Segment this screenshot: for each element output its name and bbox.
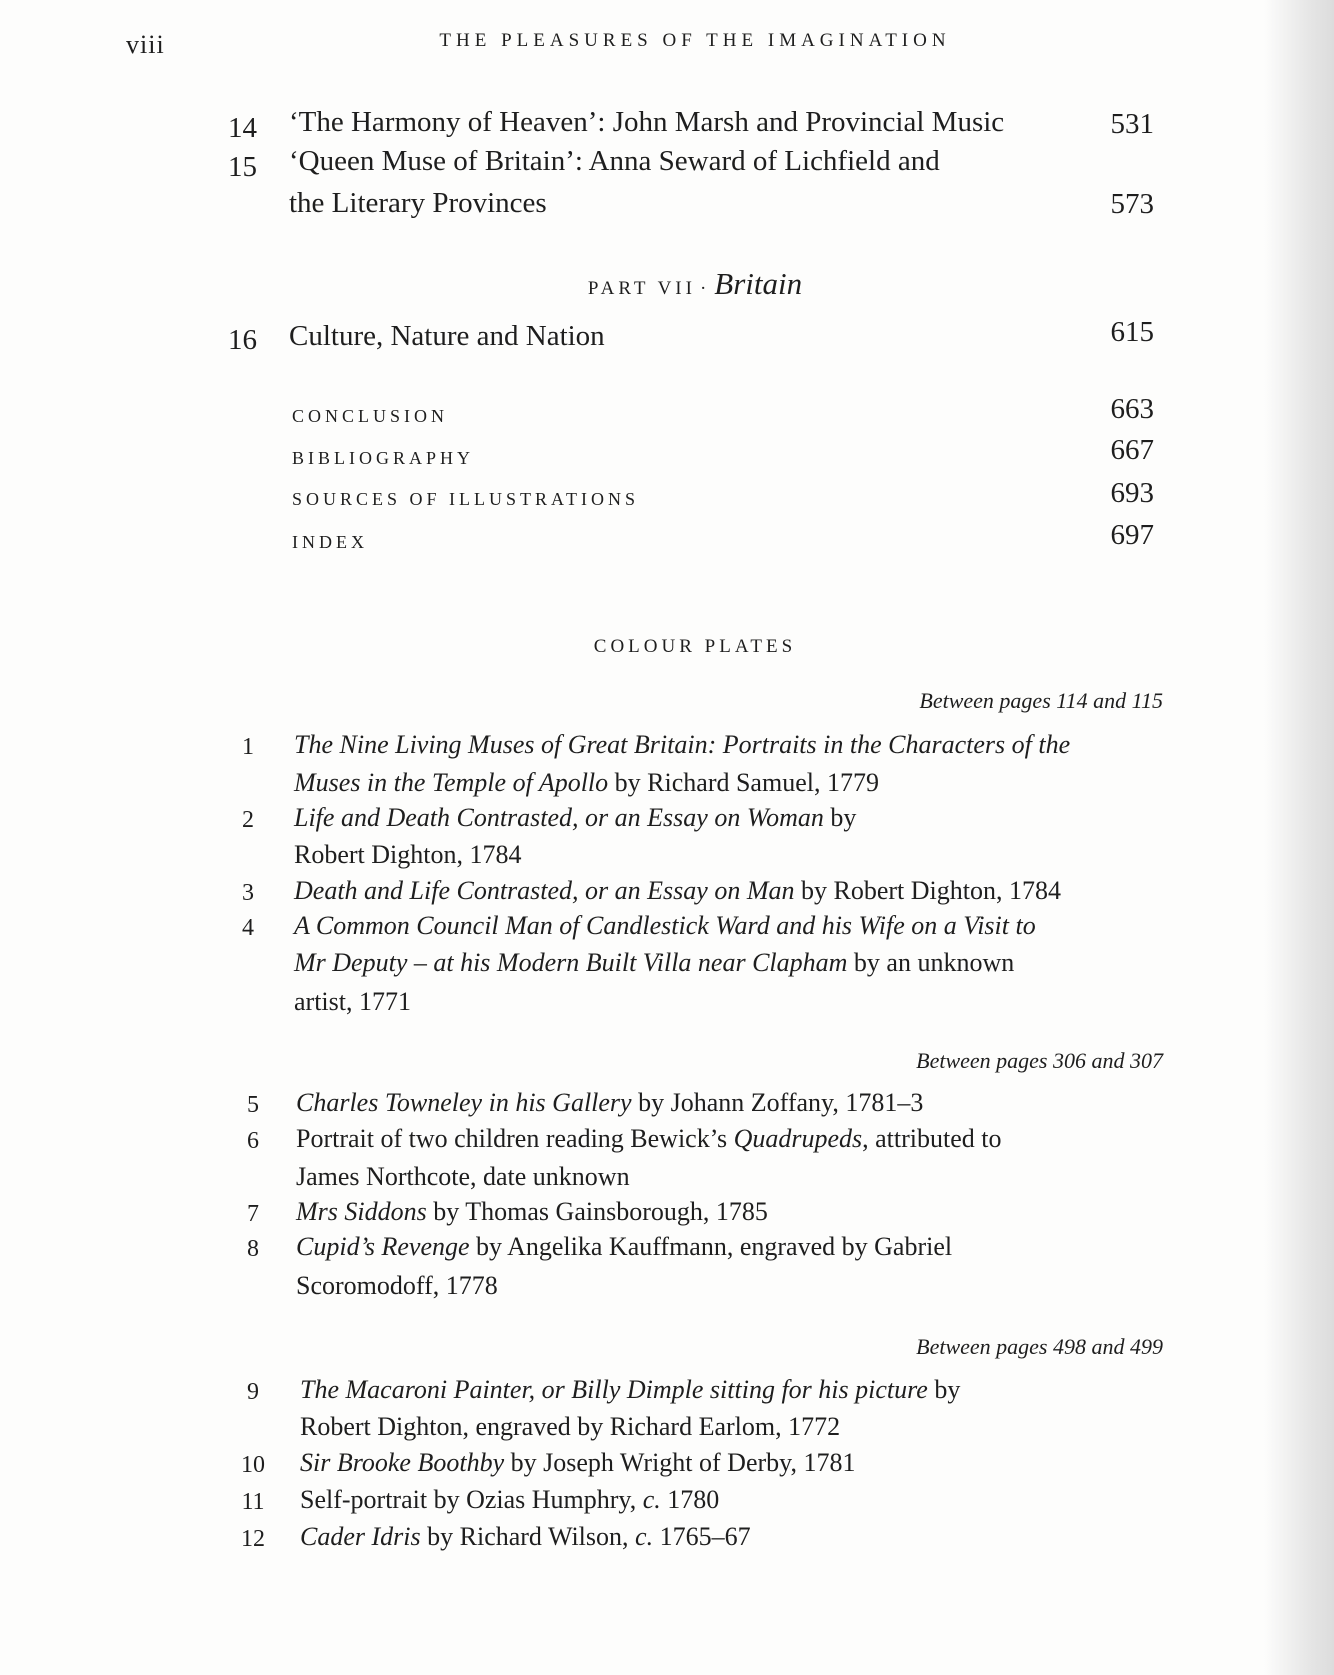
plate-caption-text: Robert Dighton, 1784 (294, 840, 522, 869)
plate-number: 10 (241, 1452, 265, 1478)
chapter-title: Culture, Nature and Nation (289, 320, 605, 352)
plate-caption-line (294, 911, 1036, 941)
plate-caption-text: by Richard Wilson, (420, 1522, 636, 1551)
plate-title-italic: Life and Death Contrasted, or an Essay on Woman (294, 803, 824, 832)
back-matter-label: BIBLIOGRAPHY (292, 448, 475, 468)
chapter-title: ‘Queen Muse of Britain’: Anna Seward of Lichfield and (289, 145, 940, 177)
back-matter-page: 667 (1110, 434, 1154, 466)
plate-number: 1 (242, 734, 254, 760)
plate-caption-text: Portrait of two children reading Bewick’s (296, 1124, 734, 1153)
plate-number: 3 (242, 880, 254, 906)
plate-caption-line (296, 1271, 498, 1301)
back-matter-page: 693 (1110, 477, 1154, 509)
plate-number: 8 (247, 1236, 259, 1262)
plate-caption-text: 1765–67 (653, 1522, 751, 1551)
plate-caption-text: by Johann Zoffany, 1781–3 (631, 1088, 924, 1117)
part-heading (0, 266, 1334, 302)
plate-title-italic: A Common Council Man of Candlestick Ward and his Wife on a Visit to (294, 911, 1036, 940)
plate-title-italic: Cader Idris (300, 1522, 421, 1551)
part-label: PART VII (587, 278, 696, 299)
plate-caption-text: by Robert Dighton, 1784 (794, 876, 1061, 905)
plate-caption-line (294, 987, 411, 1017)
plate-caption-text: 1780 (660, 1485, 720, 1514)
plate-caption-line (300, 1375, 960, 1405)
chapter-page: 531 (1110, 108, 1154, 140)
plate-caption-line (296, 1124, 1001, 1154)
page-folio: viii (126, 30, 165, 59)
plate-caption-line (300, 1412, 840, 1442)
plate-caption-text: by Thomas Gainsborough, 1785 (426, 1197, 768, 1226)
plate-title-italic: Death and Life Contrasted, or an Essay on Man (294, 876, 795, 905)
chapter-page: 615 (1110, 316, 1154, 348)
running-head: THE PLEASURES OF THE IMAGINATION (439, 30, 951, 51)
chapter-page: 573 (1110, 188, 1154, 220)
plate-title-italic: Quadrupeds (733, 1124, 863, 1153)
plate-caption-text: , attributed to (862, 1124, 1002, 1153)
part-separator: · (699, 278, 711, 299)
colour-plates-heading: COLOUR PLATES (593, 636, 797, 657)
plate-caption-text: by (823, 803, 857, 832)
plate-caption-text: by Richard Samuel, 1779 (608, 768, 879, 797)
plate-title-italic: The Macaroni Painter, or Billy Dimple sitting for his picture (300, 1375, 928, 1404)
plate-number: 12 (241, 1526, 265, 1552)
plate-title-italic: Sir Brooke Boothby (300, 1448, 505, 1477)
plate-caption-line (296, 1162, 630, 1192)
plate-title-italic: Mrs Siddons (296, 1197, 427, 1226)
back-matter-label: SOURCES OF ILLUSTRATIONS (292, 489, 640, 509)
plate-title-italic: The Nine Living Muses of Great Britain: Portraits in the Characters of the (294, 730, 1071, 759)
plate-number: 7 (247, 1201, 259, 1227)
plate-caption-line (294, 803, 856, 833)
chapter-title: ‘The Harmony of Heaven’: John Marsh and Provincial Music (289, 106, 1005, 138)
part-title: Britain (714, 266, 803, 301)
plate-caption-line (300, 1485, 719, 1515)
page-edge-shadow (1264, 0, 1334, 1675)
back-matter-label: CONCLUSION (292, 406, 449, 426)
back-matter-page: 663 (1110, 393, 1154, 425)
plate-caption-line (296, 1232, 952, 1262)
plate-caption-text: by Joseph Wright of Derby, 1781 (504, 1448, 856, 1477)
chapter-number: 16 (228, 324, 257, 356)
plate-caption-text: by (927, 1375, 961, 1404)
plate-number: 5 (247, 1092, 259, 1118)
plate-title-italic: c. (635, 1522, 654, 1551)
plate-caption-line (294, 840, 522, 870)
plate-caption-line (294, 948, 1014, 978)
chapter-number: 15 (228, 151, 257, 183)
plate-caption-line (296, 1088, 923, 1118)
plate-caption-text: by Angelika Kauffmann, engraved by Gabriel (469, 1232, 953, 1261)
plate-caption-line (294, 730, 1070, 760)
plate-group-pages: Between pages 306 and 307 (916, 1048, 1163, 1073)
plate-title-italic: c. (642, 1485, 661, 1514)
back-matter-label: INDEX (292, 532, 368, 552)
plate-number: 6 (247, 1128, 259, 1154)
chapter-title-cont: the Literary Provinces (289, 187, 547, 219)
plate-title-italic: Cupid’s Revenge (296, 1232, 470, 1261)
plate-caption-line (300, 1522, 751, 1552)
plate-caption-line (294, 876, 1061, 906)
plate-number: 4 (242, 915, 254, 941)
plate-number: 11 (241, 1489, 265, 1515)
plate-caption-text: Scoromodoff, 1778 (296, 1271, 498, 1300)
plate-caption-line (300, 1448, 855, 1478)
plate-caption-text: artist, 1771 (294, 987, 411, 1016)
plate-caption-text: by an unknown (847, 948, 1015, 977)
plate-group-pages: Between pages 498 and 499 (916, 1334, 1163, 1359)
plate-caption-text: Robert Dighton, engraved by Richard Earlom, 1772 (300, 1412, 841, 1441)
plate-title-italic: Mr Deputy – at his Modern Built Villa near Clapham (294, 948, 848, 977)
plate-title-italic: Charles Towneley in his Gallery (296, 1088, 632, 1117)
plate-caption-text: James Northcote, date unknown (296, 1162, 630, 1191)
plate-caption-line (294, 768, 879, 798)
back-matter-page: 697 (1110, 519, 1154, 551)
plate-caption-text: Self-portrait by Ozias Humphry, (300, 1485, 643, 1514)
plate-caption-line (296, 1197, 768, 1227)
plate-number: 2 (242, 807, 254, 833)
plate-title-italic: Muses in the Temple of Apollo (294, 768, 609, 797)
chapter-number: 14 (228, 112, 257, 144)
plate-number: 9 (247, 1379, 259, 1405)
plate-group-pages: Between pages 114 and 115 (919, 688, 1163, 713)
